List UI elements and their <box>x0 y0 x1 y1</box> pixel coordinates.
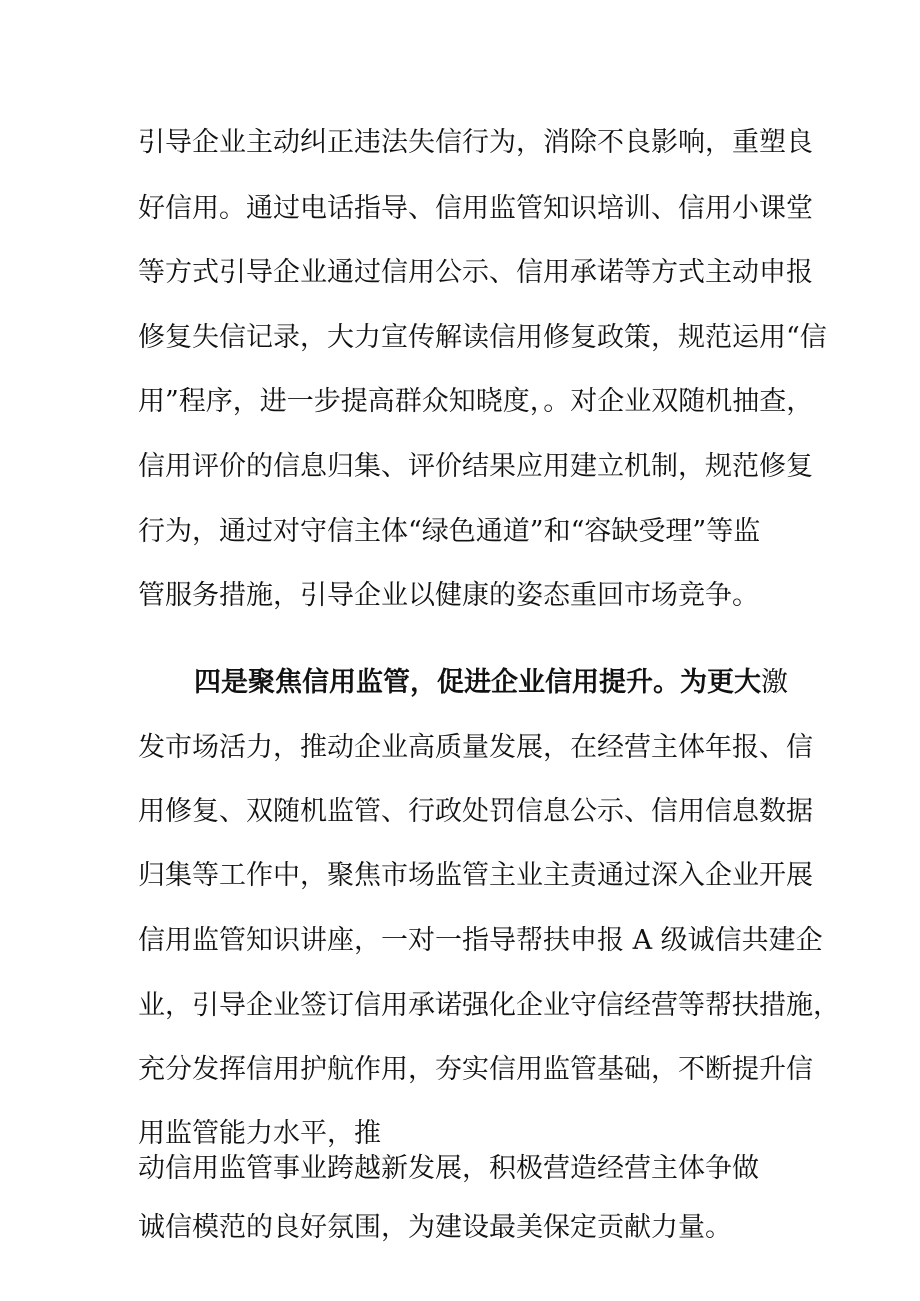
paragraph-line: 好信用。通过电话指导、信用监管知识培训、信用小课堂 <box>138 193 813 224</box>
paragraph-line: 充分发挥信用护航作用，夯实信用监管基础，不断提升信 <box>138 1054 813 1085</box>
paragraph-line: 管服务措施，引导企业以健康的姿态重回市场竞争。 <box>138 580 759 611</box>
paragraph-line: 诚信模范的良好氛围，为建设最美保定贡献力量。 <box>138 1212 732 1243</box>
bold-heading: 四是聚焦信用监管，促进企业信用提升。为更大 <box>194 667 761 698</box>
paragraph-line: 信用评价的信息归集、评价结果应用建立机制，规范修复 <box>138 451 813 482</box>
paragraph-line: 用监管能力水平，推 <box>138 1118 381 1149</box>
paragraph-line: 用”程序，进一步提高群众知晓度，。对企业双随机抽查， <box>138 386 814 417</box>
paragraph-line: 行为，通过对守信主体“绿色通道”和“容缺受理”等监 <box>138 516 761 547</box>
heading-continuation: 激 <box>761 667 788 698</box>
paragraph-line: 用修复、双随机监管、行政处罚信息公示、信用信息数据 <box>138 796 813 827</box>
paragraph-line: 修复失信记录，大力宣传解读信用修复政策，规范运用“信 <box>138 322 827 353</box>
paragraph-line: 归集等工作中，聚焦市场监管主业主责通过深入企业开展 <box>138 860 813 891</box>
paragraph-line: 等方式引导企业通过信用公示、信用承诺等方式主动申报 <box>138 257 813 288</box>
paragraph-line: 引导企业主动纠正违法失信行为，消除不良影响，重塑良 <box>138 127 813 158</box>
paragraph-line: 发市场活力，推动企业高质量发展，在经营主体年报、信 <box>138 732 813 763</box>
paragraph-line: 业，引导企业签订信用承诺强化企业守信经营等帮扶措施， <box>138 990 840 1021</box>
paragraph-heading-line <box>194 666 854 700</box>
paragraph-line: 动信用监管事业跨越新发展，积极营造经营主体争做 <box>138 1153 759 1184</box>
paragraph-line: 信用监管知识讲座，一对一指导帮扶申报 A 级诚信共建企 <box>138 925 823 956</box>
